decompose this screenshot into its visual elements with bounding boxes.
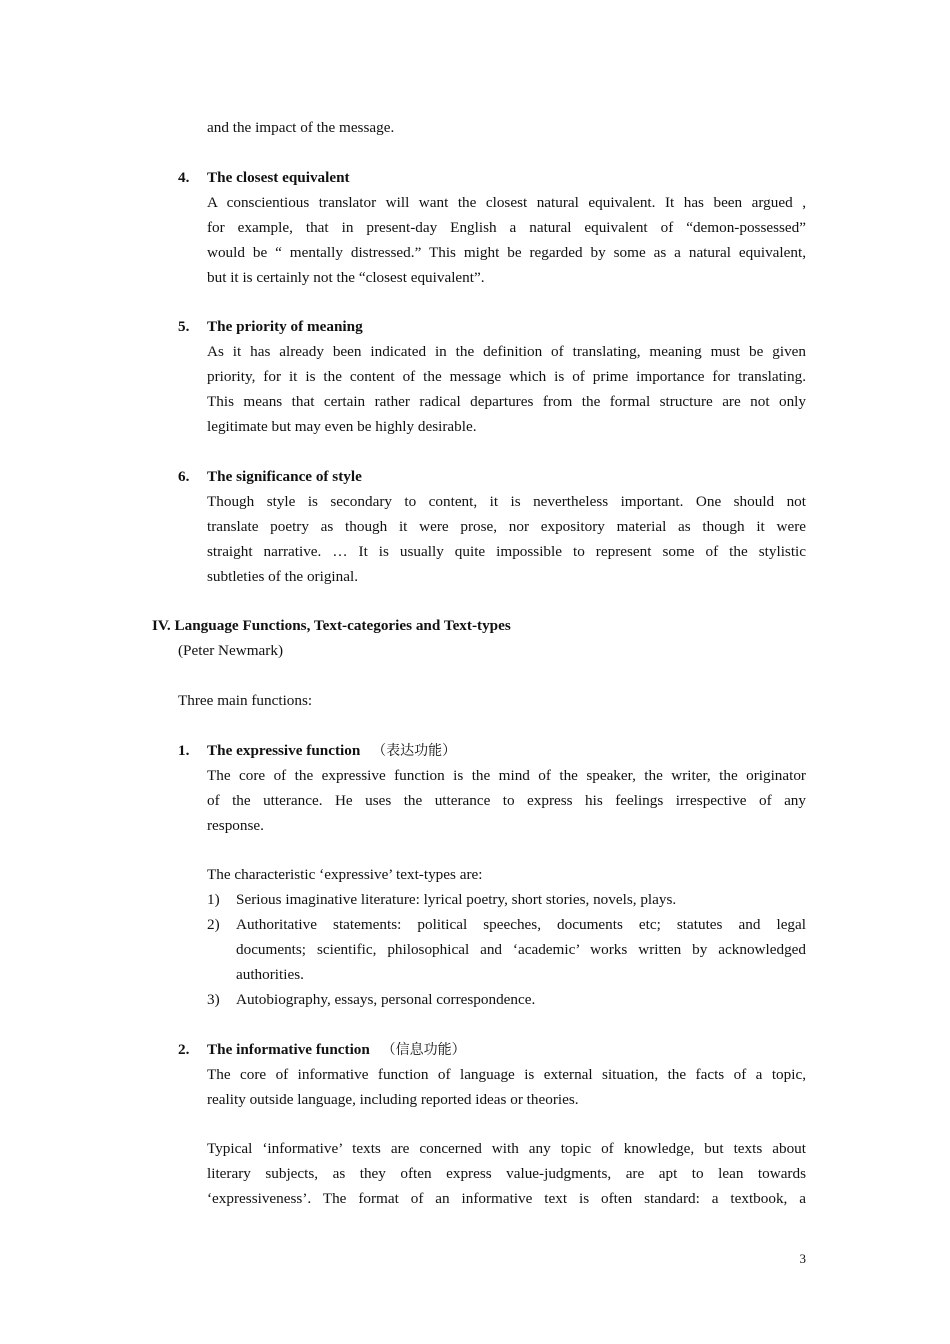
section-author: (Peter Newmark) [178,642,283,659]
expressive-type-line: Authoritative statements: political speeches, documents etc; statutes and legal [236,916,806,933]
principle-6-number: 6. [178,468,190,485]
expressive-type-line: authorities. [236,966,304,983]
principle-4-line: but it is certainly not the “closest equivalent”. [207,269,485,286]
expressive-title-cjk: （表达功能） [372,743,457,759]
informative-para2-line: literary subjects, as they often express value-judgments, are apt to lean towards [207,1165,806,1182]
expressive-number: 1. [178,742,190,759]
expressive-type-line: Serious imaginative literature: lyrical poetry, short stories, novels, plays. [236,891,677,908]
informative-para2-line: Typical ‘informative’ texts are concerned with any topic of knowledge, but texts about [207,1140,806,1157]
informative-number: 2. [178,1041,190,1058]
principle-5-number: 5. [178,318,190,335]
principle-4-title: The closest equivalent [207,169,350,186]
expressive-line: The core of the expressive function is the mind of the speaker, the writer, the originator [207,767,806,784]
principle-5-line: As it has already been indicated in the definition of translating, meaning must be given [207,343,806,360]
principle-4-line: for example, that in present-day English a natural equivalent of “demon-possessed” [207,219,806,236]
principle-6-line: Though style is secondary to content, it is nevertheless important. One should not [207,493,806,510]
section-heading: IV. Language Functions, Text-categories and Text-types [152,617,511,634]
principle-4-line: A conscientious translator will want the closest natural equivalent. It has been argued , [207,194,806,211]
expressive-title-line [207,741,456,761]
principle-5-line: priority, for it is the content of the message which is of prime importance for translating. [207,368,806,385]
expressive-types-intro: The characteristic ‘expressive’ text-types are: [207,866,483,883]
section-lead: Three main functions: [178,692,313,709]
expressive-type-number: 3) [207,991,220,1008]
informative-title: The informative function [207,1041,370,1058]
expressive-title: The expressive function [207,742,361,759]
page-number: 3 [799,1251,806,1266]
informative-para2-line: ‘expressiveness’. The format of an informative text is often standard: a textbook, a [207,1190,806,1207]
expressive-line: of the utterance. He uses the utterance to express his feelings irrespective of any [207,792,806,809]
principle-4-line: would be “ mentally distressed.” This might be regarded by some as a natural equivalent, [207,244,806,261]
informative-line: reality outside language, including reported ideas or theories. [207,1091,579,1108]
principle-6-title: The significance of style [207,468,362,485]
principle-5-title: The priority of meaning [207,318,363,335]
informative-title-cjk: （信息功能） [381,1042,466,1058]
principle-6-line: translate poetry as though it were prose, nor expository material as though it were [207,518,806,535]
informative-title-line [207,1040,466,1060]
informative-line: The core of informative function of language is external situation, the facts of a topic, [207,1066,806,1083]
principle-6-line: straight narrative. … It is usually quite impossible to represent some of the stylistic [207,543,806,560]
expressive-type-line: Autobiography, essays, personal correspondence. [236,991,536,1008]
expressive-type-number: 2) [207,916,220,933]
intro-line: and the impact of the message. [207,119,395,136]
expressive-type-line: documents; scientific, philosophical and ‘academic’ works written by acknowledged [236,941,806,958]
principle-5-line: legitimate but may even be highly desirable. [207,418,477,435]
expressive-line: response. [207,817,264,834]
principle-4-number: 4. [178,169,190,186]
principle-6-line: subtleties of the original. [207,568,358,585]
principle-5-line: This means that certain rather radical departures from the formal structure are not only [207,393,806,410]
expressive-type-number: 1) [207,891,220,908]
